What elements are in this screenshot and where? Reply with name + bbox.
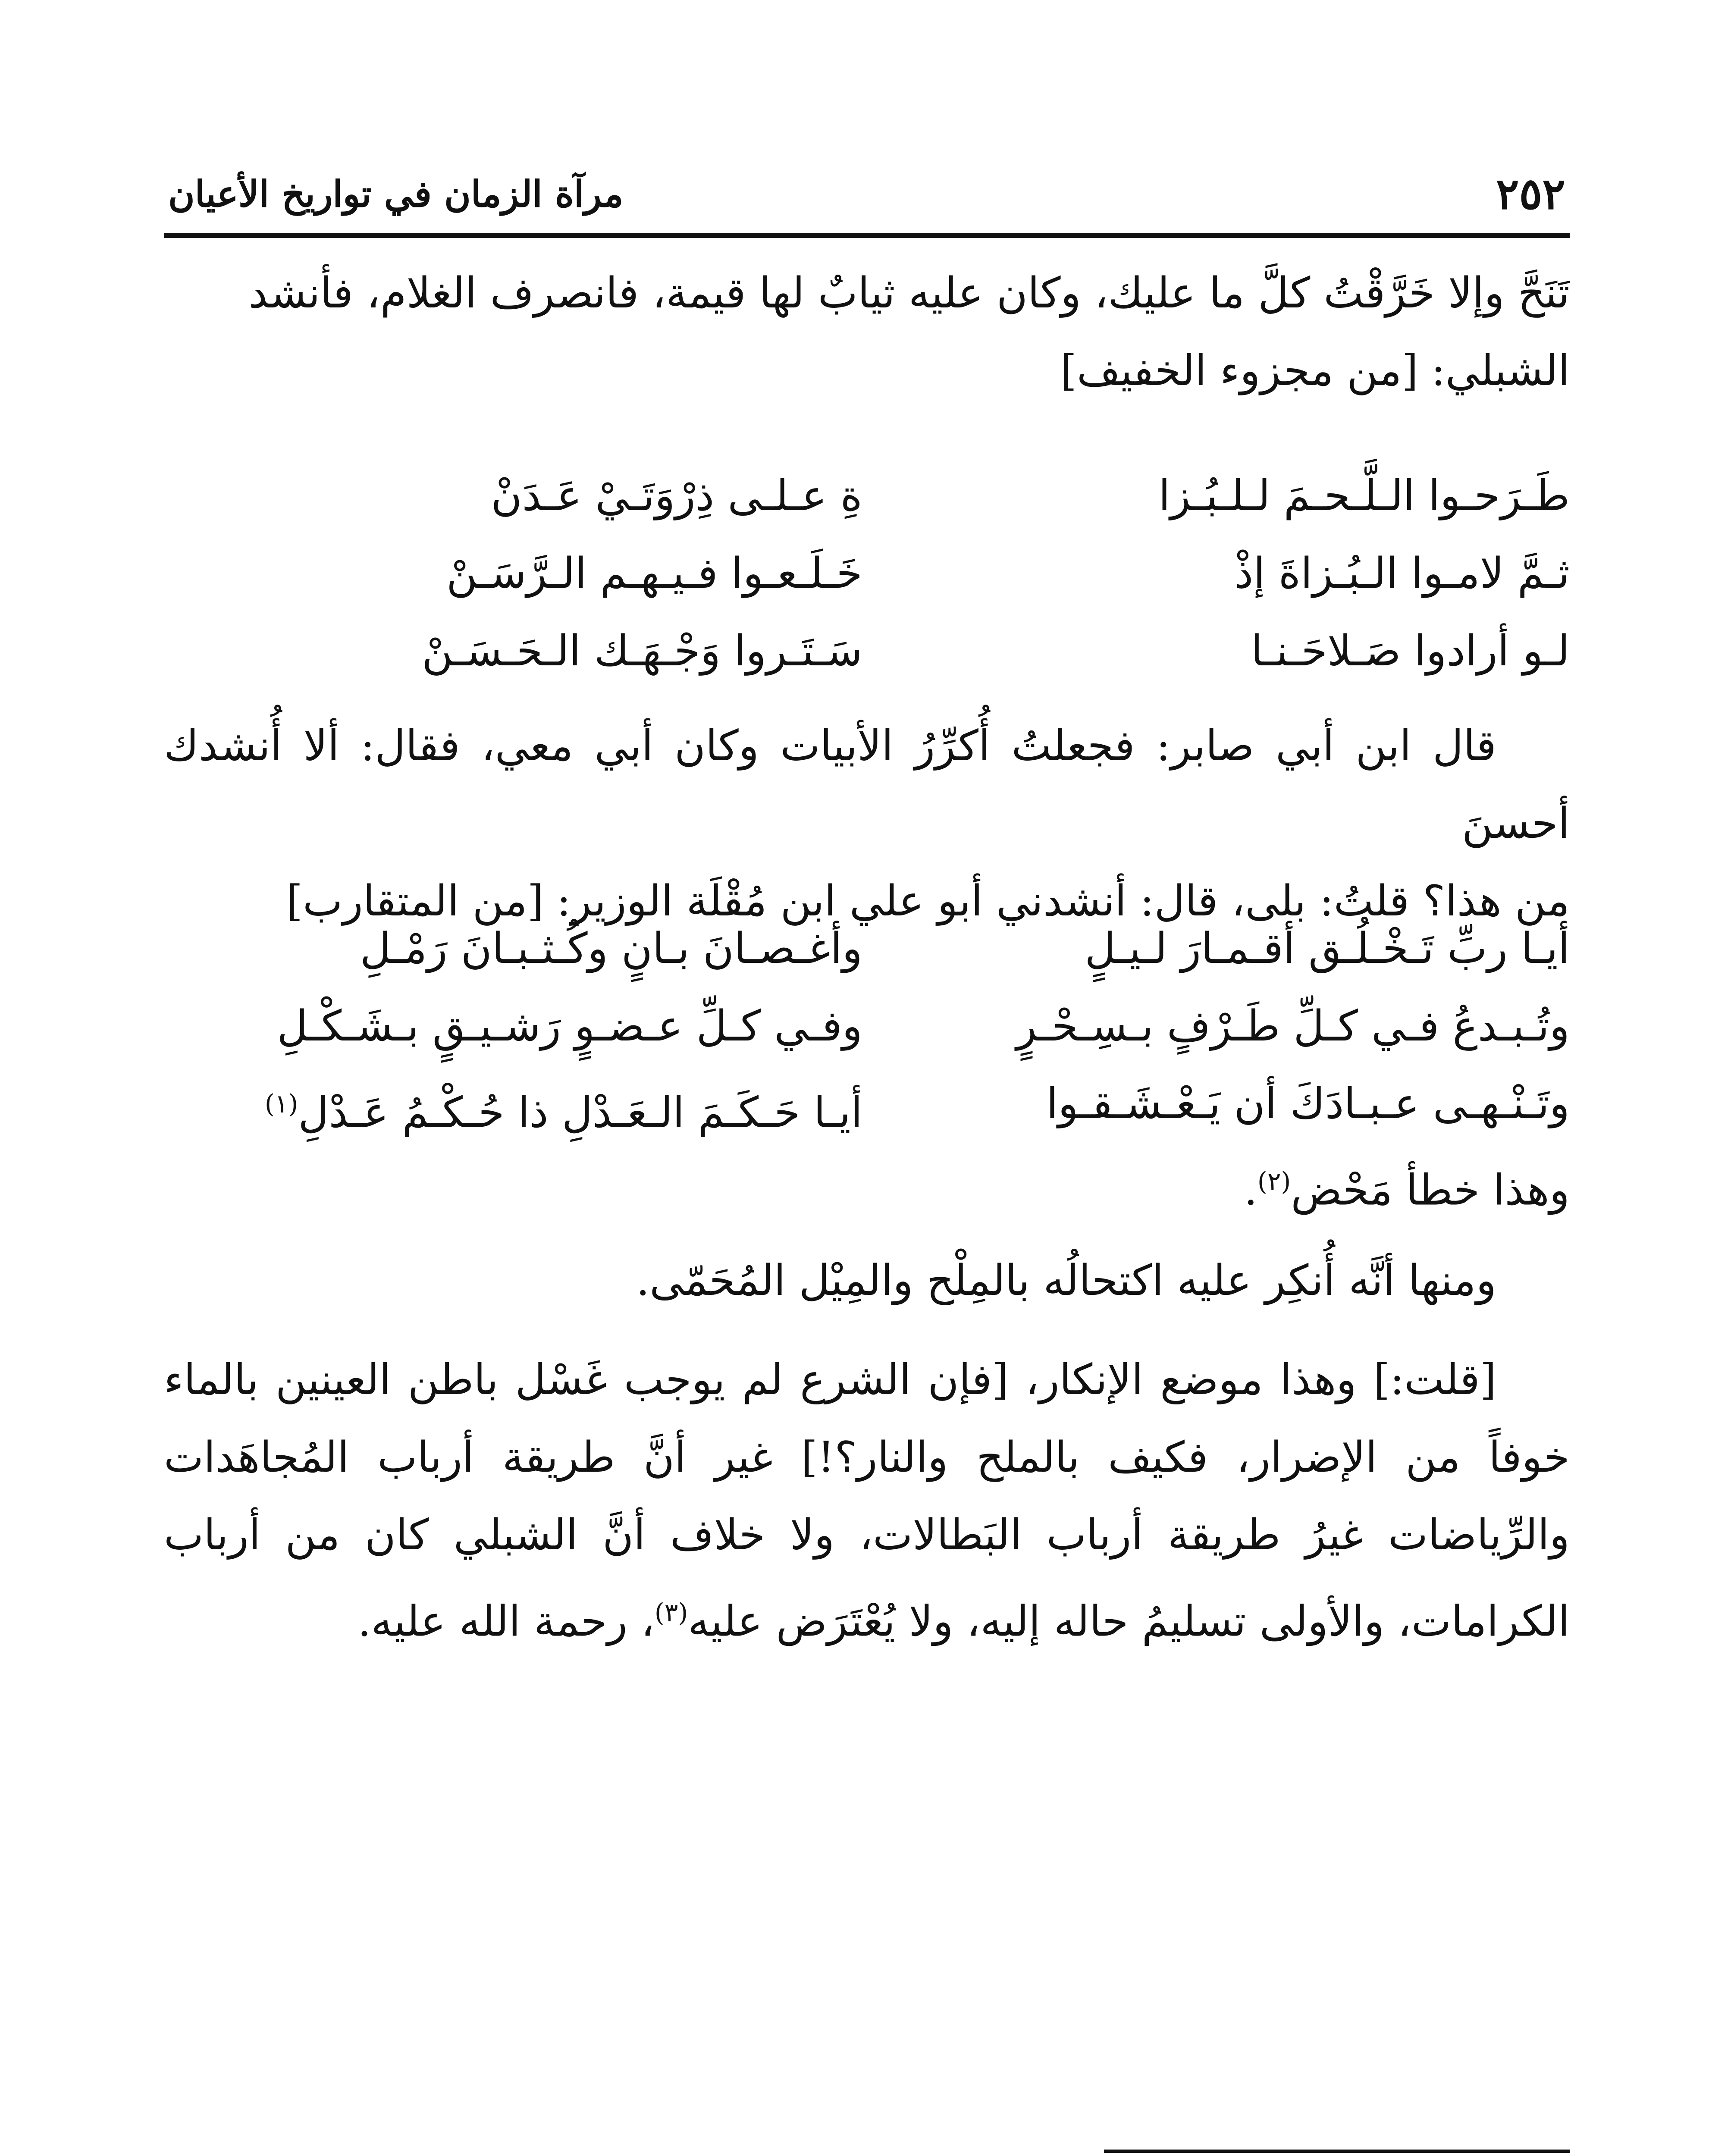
running-header: [164, 160, 1570, 238]
paragraph-3-line: [164, 1143, 1570, 1229]
paragraph-3-text: وهذا خطأ مَحْض: [1291, 1166, 1570, 1215]
paragraph-4: [164, 1242, 1570, 1319]
verse: [164, 1065, 1570, 1143]
hemistich-second: [164, 1065, 862, 1152]
poem-2: [164, 910, 1570, 1143]
hemistich-first: وتُـبـدعُ فـي كـلِّ طَـرْفٍ بـسِـحْـرٍ: [1016, 1002, 1570, 1051]
page-number: ٢٥٢: [1496, 168, 1565, 219]
intro-paragraph: [164, 254, 1570, 410]
intro-line-1: تَنَحَّ وإلا خَرَّقْتُ كلَّ ما عليك، وكان عليه ثيابٌ لها قيمة، فانصرف الغلام، فأنشد: [248, 269, 1570, 318]
footnote-divider: [1104, 2150, 1570, 2153]
paragraph-5: [164, 1341, 1570, 1661]
intro-line-2: [164, 332, 1570, 410]
verse: [164, 457, 1570, 535]
hemistich-first: أيـا ربِّ تَـخْـلُـق أقـمـارَ لـيـلٍ: [1085, 924, 1570, 973]
meter-label: [من مجزوء الخفيف]: [1060, 346, 1418, 395]
hemistich-first: ثـمَّ لامـوا الـبُـزاةَ إذْ: [1234, 549, 1570, 598]
hemistich-first: وتَـنْـهـى عـبـادَكَ أن يَـعْـشَـقـوا: [1046, 1079, 1570, 1128]
paragraph-2: [164, 707, 1570, 940]
paragraph-4-text: ومنها أنَّه أُنكِر عليه اكتحالُه بالمِلْح والمِيْل المُحَمّى.: [636, 1256, 1496, 1305]
hemistich-first: لـو أرادوا صَـلاحَـنـا: [1251, 627, 1570, 676]
verse: [164, 910, 1570, 987]
meter-label: [من المتقارب]: [286, 877, 544, 926]
hemistich-text: أيـا حَـكَـمَ الـعَـدْلِ ذا حُـكْـمُ عَـدْلِ: [298, 1088, 862, 1138]
hemistich-second: سَـتَـروا وَجْـهَـك الـحَـسَـنْ: [422, 627, 862, 676]
footnote-marker: (٢): [1257, 1166, 1291, 1196]
hemistich-second: وأغـصـانَ بـانٍ وكُـثـبـانَ رَمْـلِ: [360, 924, 862, 973]
paragraph-5-end: ، رحمة الله عليه.: [357, 1597, 655, 1646]
intro-speaker: الشبلي:: [1431, 346, 1570, 395]
paragraph-3-end: .: [1244, 1166, 1257, 1215]
paragraph-2-text: من هذا؟ قلتُ: بلى، قال: أنشدني أبو علي ابن مُقْلَة الوزير:: [556, 877, 1570, 926]
footnote-marker: (٣): [654, 1598, 688, 1627]
verse: [164, 612, 1570, 690]
verse: [164, 987, 1570, 1065]
hemistich-second: ةِ عـلـى ذِرْوَتَـيْ عَـدَنْ: [491, 471, 862, 520]
hemistich-first: طَـرَحـوا الـلَّـحـمَ لـلـبُـزا: [1158, 471, 1570, 520]
poem-1: [164, 457, 1570, 690]
paragraph-5-text: [قلت:] وهذا موضع الإنكار، [فإن الشرع لم يوجب غَسْل باطن العينين بالماء خوفاً من الإضرار، فكيف بالملح والنار؟!] غير أنَّ طريقة أرباب المُجاهَدات والرِّياضات غيرُ طريقة أرباب البَطالات، ولا خلاف أنَّ الشبلي كان من أرباب الكرامات، والأولى تسليمُ حاله إليه، ولا يُعْتَرَض عليه: [164, 1355, 1570, 1646]
hemistich-second: خَـلَـعـوا فـيـهـم الـرَّسَـنْ: [446, 549, 862, 598]
footnote-marker: (١): [264, 1089, 298, 1119]
verse: [164, 535, 1570, 612]
paragraph-3: [164, 1143, 1570, 1229]
book-title: مرآة الزمان في تواريخ الأعيان: [168, 172, 624, 215]
hemistich-second: وفـي كـلِّ عـضـوٍ رَشـيـقٍ بـشَـكْـلِ: [277, 1002, 862, 1051]
paragraph-2-line-1: قال ابن أبي صابر: فجعلتُ أُكرِّرُ الأبيات وكان أبي معي، فقال: ألا أُنشدك أحسنَ: [164, 721, 1570, 848]
paragraph-5-body: [164, 1341, 1570, 1661]
